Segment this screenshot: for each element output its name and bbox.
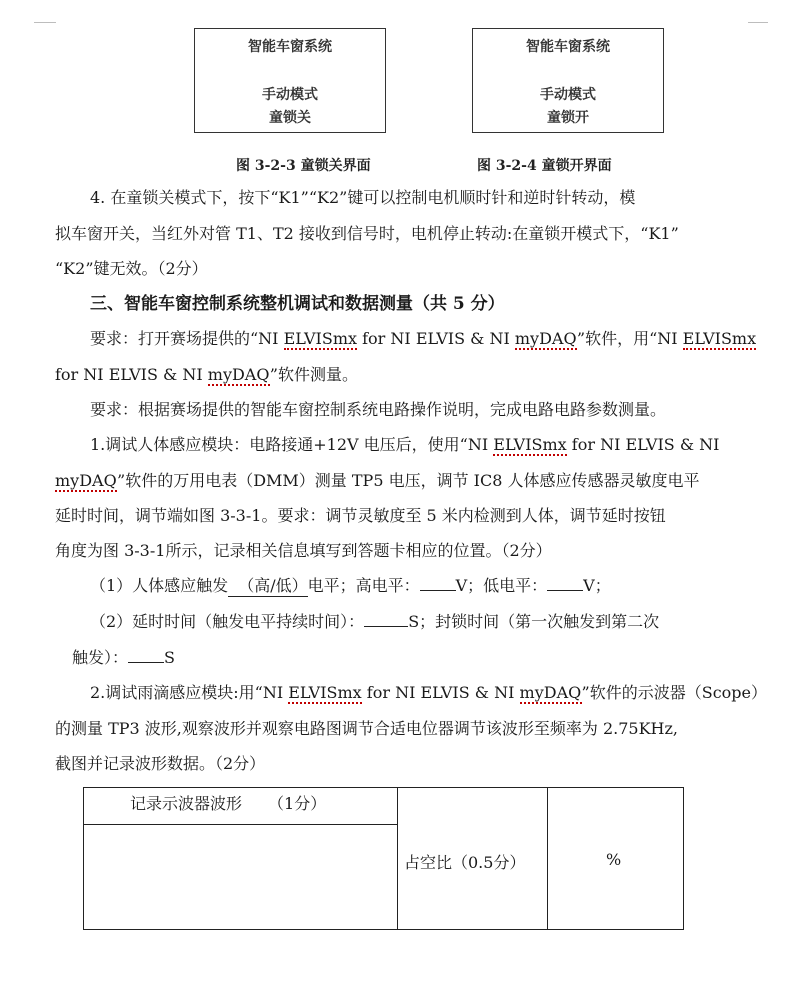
- text-run: S: [164, 648, 175, 667]
- item1-line-4: 角度为图 3-3-1所示，记录相关信息填写到答题卡相应的位置。（2分）: [55, 541, 552, 560]
- blank-delay-time[interactable]: [364, 626, 408, 627]
- spellcheck-word: ELVISmx: [682, 329, 757, 348]
- page-corner-mark-left: [34, 22, 56, 23]
- section-3-heading: 三、智能车窗控制系统整机调试和数据测量（共 5 分）: [90, 294, 505, 314]
- figure-child-lock-off-screen: [194, 28, 386, 133]
- blank-low-level[interactable]: [547, 590, 583, 591]
- text-run: ”软件测量。: [269, 365, 358, 384]
- spellcheck-word: ELVISmx: [493, 435, 567, 454]
- requirement-1-line-2: [55, 365, 358, 385]
- text-run: 2.调试雨滴感应模块:用“NI: [90, 683, 289, 702]
- spellcheck-word: ELVISmx: [283, 329, 358, 348]
- spellcheck-word: myDAQ: [207, 365, 270, 384]
- blank-trigger-level[interactable]: [228, 576, 307, 597]
- text-run: （2）延时时间（触发电平持续时间）：: [90, 612, 365, 631]
- item4-line-1: 4. 在童锁关模式下，按下“K1”“K2”键可以控制电机顺时针和逆时针转动，模: [90, 188, 636, 207]
- text-run: 要求：打开赛场提供的“NI: [90, 329, 284, 348]
- figure-caption-3-2-3: 图 3-2-3 童锁关界面: [236, 158, 371, 174]
- screen-mode: 手动模式: [262, 87, 318, 103]
- cell-duty-cycle-unit: %: [606, 850, 622, 869]
- text-run: 1.调试人体感应模块：电路接通+12V 电压后，使用“NI: [90, 435, 494, 454]
- question-1-fill-in: [90, 576, 611, 597]
- screen-lock-state: 童锁关: [269, 110, 311, 126]
- spellcheck-word: myDAQ: [55, 471, 118, 490]
- spellcheck-word: myDAQ: [519, 683, 582, 702]
- item2-line-1: [90, 683, 767, 703]
- item2-line-2: 的测量 TP3 波形,观察波形并观察电路图调节合适电位器调节该波形至频率为 2.75KHz,: [55, 719, 679, 738]
- question-2-fill-in-line-2: [72, 648, 175, 668]
- item1-line-3: 延时时间，调节端如图 3-3-1。要求：调节灵敏度至 5 米内检测到人体，调节延时按钮: [55, 506, 666, 525]
- text-run: 触发）：: [72, 648, 129, 667]
- text-run: （1分）: [268, 794, 327, 813]
- cell-record-waveform-label: [130, 791, 326, 814]
- text-run: ”软件的万用电表（DMM）测量 TP5 电压，调节 IC8 人体感应传感器灵敏度电平: [117, 471, 700, 490]
- item2-line-3: 截图并记录波形数据。（2分）: [55, 754, 266, 773]
- text-run: 电平；高电平：: [307, 576, 420, 595]
- text-run: for NI ELVIS & NI: [361, 683, 520, 702]
- text-run: V；: [583, 576, 611, 595]
- blank-lock-time[interactable]: [128, 662, 164, 663]
- text-run: （1）人体感应触发: [90, 576, 229, 595]
- table-divider: [397, 788, 398, 929]
- text-run: for NI ELVIS & NI: [357, 329, 515, 348]
- item4-line-2: 拟车窗开关，当红外对管 T1、T2 接收到信号时，电机停止转动:在童锁开模式下，“K1”: [55, 224, 679, 243]
- text-run: S；封锁时间（第一次触发到第二次: [408, 612, 660, 631]
- text-run: V；低电平：: [455, 576, 548, 595]
- text-run: ”软件的示波器（Scope）: [581, 683, 767, 702]
- cell-waveform-capture-area[interactable]: [84, 824, 397, 929]
- answer-table: [83, 787, 684, 930]
- item4-line-3: “K2”键无效。（2分）: [55, 259, 208, 278]
- requirement-1-line-1: [90, 329, 756, 349]
- item1-line-2: [55, 471, 700, 491]
- figure-child-lock-on-screen: [472, 28, 664, 133]
- question-2-fill-in: [90, 612, 659, 632]
- spellcheck-word: myDAQ: [514, 329, 577, 348]
- item1-line-1: [90, 435, 719, 455]
- blank-high-level[interactable]: [420, 590, 456, 591]
- screen-title: 智能车窗系统: [248, 39, 332, 55]
- text-run: 记录示波器波形: [130, 794, 243, 813]
- text-run: for NI ELVIS & NI: [566, 435, 720, 454]
- screen-mode: 手动模式: [540, 87, 596, 103]
- screen-lock-state: 童锁开: [547, 110, 589, 126]
- requirement-2: 要求：根据赛场提供的智能车窗控制系统电路操作说明，完成电路电路参数测量。: [90, 400, 667, 419]
- spellcheck-word: ELVISmx: [288, 683, 362, 702]
- page-corner-mark-right: [748, 22, 768, 23]
- cell-duty-cycle-label: 占空比（0.5分）: [404, 853, 526, 872]
- text-run: ”软件，用“NI: [576, 329, 683, 348]
- screen-title: 智能车窗系统: [526, 39, 610, 55]
- text-run: for NI ELVIS & NI: [55, 365, 208, 384]
- text-run: （高/低）: [238, 576, 308, 595]
- figure-caption-3-2-4: 图 3-2-4 童锁开界面: [477, 158, 612, 174]
